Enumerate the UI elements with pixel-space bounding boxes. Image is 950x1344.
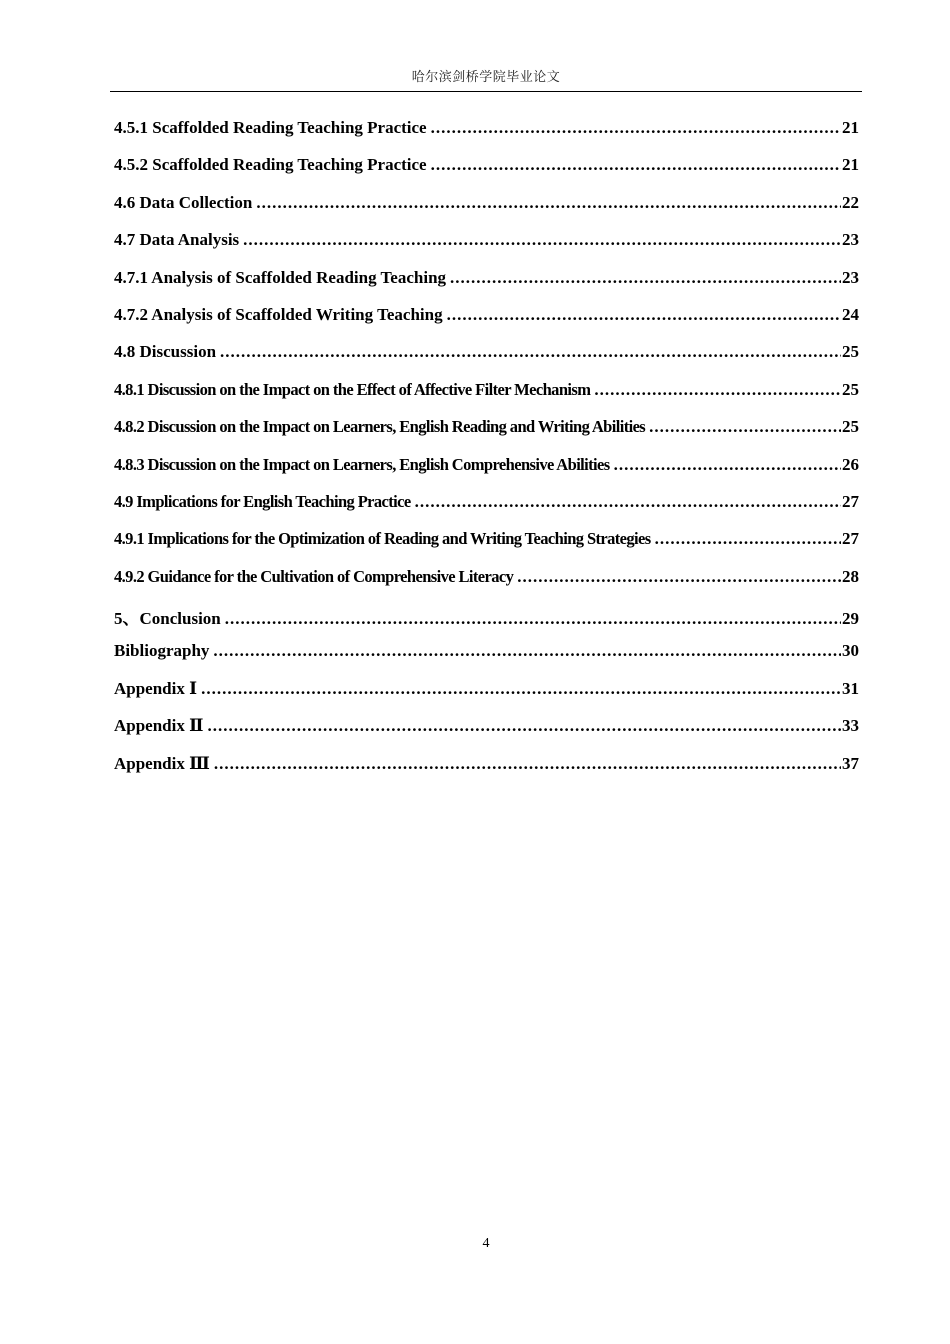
toc-entry-page: 21 bbox=[842, 118, 859, 137]
toc-entry[interactable] bbox=[114, 716, 859, 753]
toc-entry-page: 23 bbox=[842, 267, 859, 287]
header-rule bbox=[110, 91, 862, 92]
toc-entry-title: 4.8 Discussion bbox=[114, 342, 217, 362]
toc-entry-title: 4.5.2 Scaffolded Reading Teaching Practice bbox=[114, 155, 427, 175]
toc-entry-page: 24 bbox=[842, 304, 859, 324]
toc-leader-dots bbox=[256, 193, 841, 213]
toc-entry-page: 31 bbox=[842, 678, 859, 698]
toc-entry-title: 4.9.1 Implications for the Optimization of Reading and Writing Teaching Strategies bbox=[114, 529, 651, 549]
toc-entry-title: 4.8.1 Discussion on the Impact on the Effect of Affective Filter Mechanism bbox=[114, 379, 591, 399]
toc-leader-dots bbox=[214, 754, 841, 774]
toc-leader-dots bbox=[220, 342, 841, 362]
toc-entry[interactable] bbox=[114, 641, 859, 678]
toc-entry[interactable] bbox=[114, 529, 859, 566]
toc-leader-dots bbox=[450, 268, 841, 288]
toc-leader-dots bbox=[243, 230, 841, 250]
toc-entry-title: 4.8.3 Discussion on the Impact on Learners, English Comprehensive Abilities bbox=[114, 454, 610, 474]
toc-leader-dots bbox=[594, 380, 841, 400]
toc-entry[interactable] bbox=[114, 193, 859, 230]
toc-entry[interactable] bbox=[114, 268, 859, 305]
toc-entry-page: 21 bbox=[842, 155, 859, 175]
toc-entry[interactable] bbox=[114, 604, 859, 641]
toc-entry[interactable] bbox=[114, 230, 859, 267]
toc-entry-title: 4.7.1 Analysis of Scaffolded Reading Teaching bbox=[114, 267, 447, 287]
toc-entry-page: 33 bbox=[842, 716, 859, 736]
toc-entry-title: 4.9 Implications for English Teaching Practice bbox=[114, 491, 411, 511]
toc-entry-page: 25 bbox=[842, 342, 859, 362]
toc-entry-page: 29 bbox=[842, 609, 859, 629]
toc-entry[interactable] bbox=[114, 342, 859, 379]
toc-entry[interactable] bbox=[114, 679, 859, 716]
toc-leader-dots bbox=[649, 417, 841, 437]
toc-entry[interactable] bbox=[114, 754, 859, 791]
toc-entry[interactable] bbox=[114, 155, 859, 192]
toc-entry[interactable] bbox=[114, 118, 859, 155]
toc-entry[interactable] bbox=[114, 455, 859, 492]
toc-entry-page: 25 bbox=[842, 417, 859, 437]
toc-entry[interactable] bbox=[114, 417, 859, 454]
toc-entry[interactable] bbox=[114, 492, 859, 529]
toc-entry-page: 27 bbox=[842, 529, 859, 549]
page-header: 哈尔滨剑桥学院毕业论文 bbox=[411, 69, 561, 84]
page-number: 4 bbox=[482, 1236, 490, 1251]
toc-entry-title: 4.9.2 Guidance for the Cultivation of Comprehensive Literacy bbox=[114, 566, 514, 586]
toc-leader-dots bbox=[207, 716, 841, 736]
toc-entry-page: 26 bbox=[842, 454, 859, 474]
toc-entry-page: 28 bbox=[842, 566, 859, 586]
toc-entry-title: 4.7 Data Analysis bbox=[114, 230, 240, 250]
toc-leader-dots bbox=[517, 567, 841, 587]
toc-leader-dots bbox=[225, 609, 841, 629]
toc-entry-title: 4.6 Data Collection bbox=[114, 192, 253, 212]
toc-entry[interactable] bbox=[114, 567, 859, 604]
table-of-contents bbox=[114, 118, 859, 791]
toc-entry-page: 23 bbox=[842, 230, 859, 250]
toc-leader-dots bbox=[415, 492, 841, 512]
toc-entry-page: 27 bbox=[842, 491, 859, 511]
toc-entry-title: Bibliography bbox=[114, 641, 210, 661]
toc-entry-title: 4.5.1 Scaffolded Reading Teaching Practice bbox=[114, 118, 427, 137]
toc-entry-title: Appendix Ⅰ bbox=[114, 678, 198, 698]
toc-entry-page: 25 bbox=[842, 379, 859, 399]
toc-entry-page: 22 bbox=[842, 192, 859, 212]
toc-leader-dots bbox=[614, 455, 841, 475]
toc-entry-title: Appendix Ⅱ bbox=[114, 716, 204, 736]
toc-entry-title: Appendix Ⅲ bbox=[114, 753, 210, 773]
toc-entry-page: 30 bbox=[842, 641, 859, 661]
toc-leader-dots bbox=[201, 679, 841, 699]
toc-entry[interactable] bbox=[114, 305, 859, 342]
toc-entry[interactable] bbox=[114, 380, 859, 417]
toc-leader-dots bbox=[431, 155, 841, 175]
toc-entry-title: 4.8.2 Discussion on the Impact on Learners, English Reading and Writing Abilities bbox=[114, 417, 646, 437]
toc-leader-dots bbox=[447, 305, 841, 325]
toc-leader-dots bbox=[655, 529, 841, 549]
toc-leader-dots bbox=[431, 118, 841, 138]
toc-entry-title: 5、Conclusion bbox=[114, 609, 221, 629]
toc-leader-dots bbox=[213, 641, 841, 661]
toc-entry-page: 37 bbox=[842, 753, 859, 773]
toc-entry-title: 4.7.2 Analysis of Scaffolded Writing Teaching bbox=[114, 304, 443, 324]
